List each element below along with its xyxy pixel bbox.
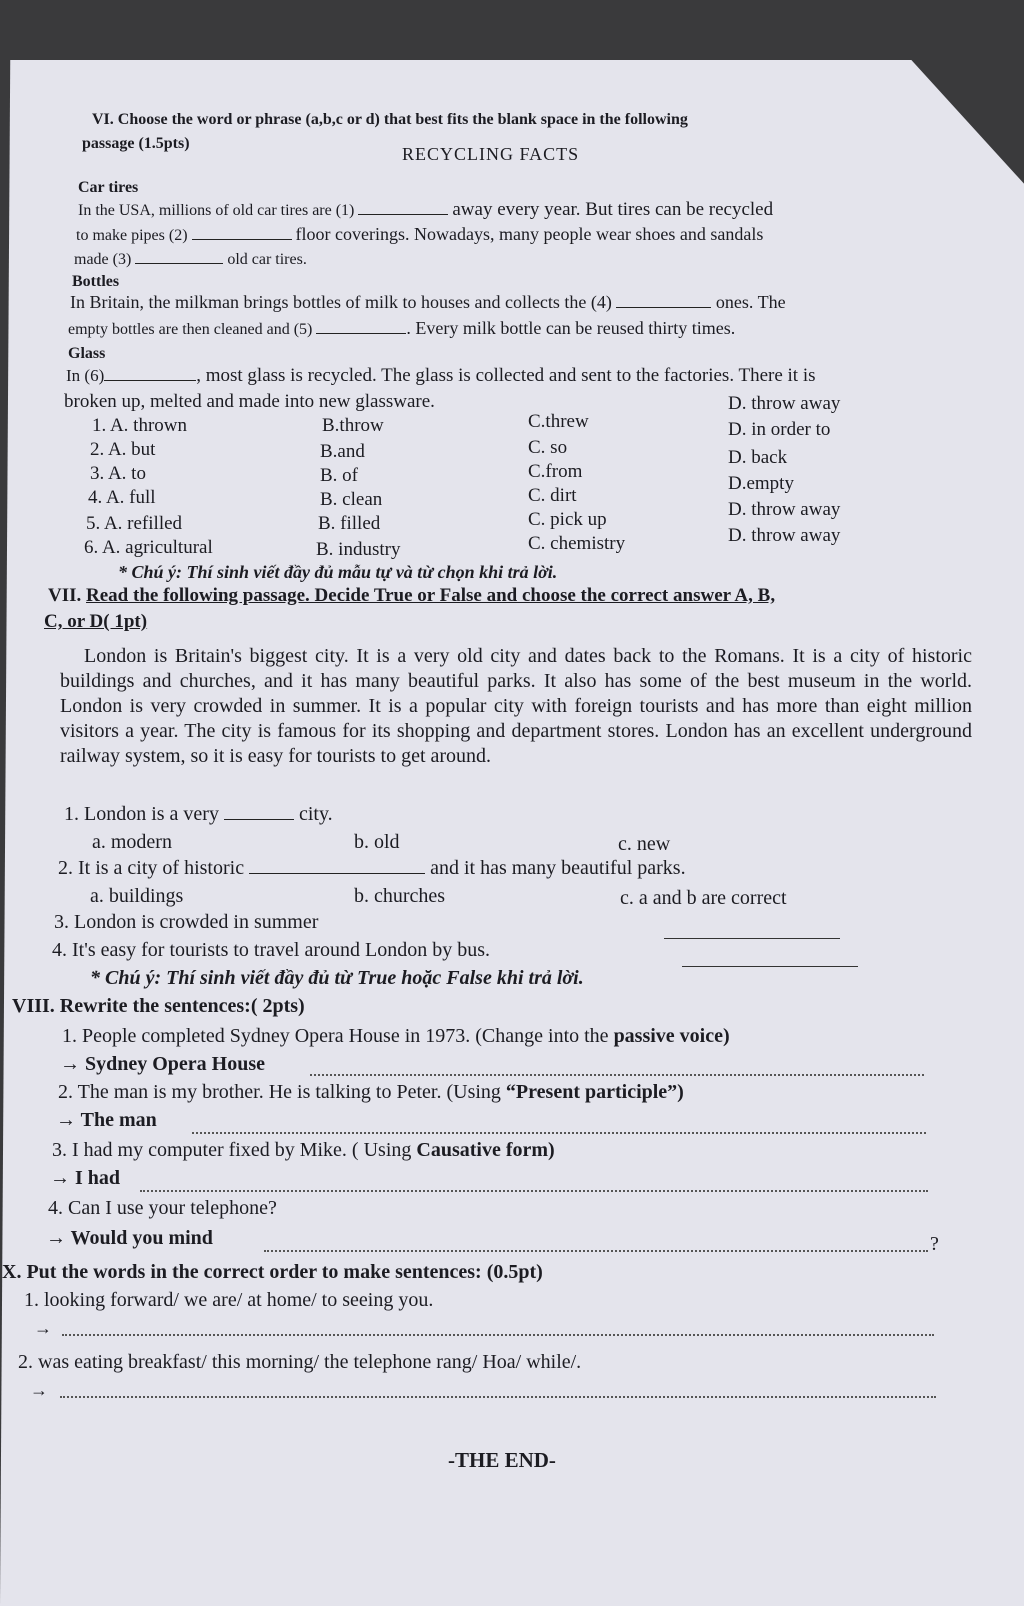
q8-1-answer-line[interactable] bbox=[310, 1074, 924, 1076]
bottles-line-2: empty bottles are then cleaned and (5) . Every milk bottle can be reused thirty times. bbox=[68, 318, 736, 338]
car-line-2: to make pipes (2) floor coverings. Nowadays, many people wear shoes and sandals bbox=[76, 224, 764, 244]
q8-3: 3. I had my computer fixed by Mike. ( Using Causative form) bbox=[52, 1139, 555, 1161]
option-2b: B.and bbox=[320, 441, 365, 462]
q7-2-opt-a: a. buildings bbox=[90, 885, 184, 907]
q8-4-answer-prefix: → Would you mind bbox=[46, 1227, 213, 1249]
q10-2-arrow: → bbox=[30, 1380, 48, 1400]
q7-3-answer-blank[interactable] bbox=[664, 938, 840, 939]
q7-4-answer-blank[interactable] bbox=[682, 966, 858, 967]
option-2c: C. so bbox=[528, 437, 568, 458]
q8-4-answer-line[interactable] bbox=[264, 1250, 928, 1252]
option-4d: D.empty bbox=[728, 473, 794, 494]
q7-1-opt-b: b. old bbox=[354, 831, 400, 853]
glass-line-2: broken up, melted and made into new glassware. bbox=[64, 391, 435, 412]
q8-4-question-mark: ? bbox=[930, 1233, 939, 1255]
option-3b: B. of bbox=[320, 465, 358, 486]
q7-1-opt-a: a. modern bbox=[92, 831, 172, 853]
q8-3-answer-prefix: → I had bbox=[50, 1167, 121, 1189]
q8-2-answer-line[interactable] bbox=[192, 1132, 926, 1134]
q10-2-answer-line[interactable] bbox=[60, 1396, 936, 1398]
q8-4: 4. Can I use your telephone? bbox=[48, 1197, 277, 1219]
option-3a: 3. A. to bbox=[90, 463, 146, 484]
option-1c: C.threw bbox=[528, 411, 589, 432]
q10-2: 2. was eating breakfast/ this morning/ the telephone rang/ Hoa/ while/. bbox=[18, 1351, 582, 1373]
section8-heading: VIII. Rewrite the sentences:( 2pts) bbox=[12, 995, 305, 1017]
option-6c: C. chemistry bbox=[528, 533, 626, 554]
section6-heading: VI. Choose the word or phrase (a,b,c or d) that best fits the blank space in the following bbox=[92, 111, 688, 128]
q7-4: 4. It's easy for tourists to travel around London by bus. bbox=[52, 939, 490, 961]
q7-1: 1. London is a very city. bbox=[64, 803, 333, 825]
car-line-3: made (3) old car tires. bbox=[74, 251, 307, 268]
q8-2-answer-prefix: → The man bbox=[56, 1109, 157, 1131]
option-4b: B. clean bbox=[320, 489, 383, 510]
q8-1: 1. People completed Sydney Opera House in 1973. (Change into the passive voice) bbox=[62, 1025, 730, 1047]
q8-3-answer-line[interactable] bbox=[140, 1190, 928, 1192]
section7-heading-cont: C, or D( 1pt) bbox=[44, 611, 148, 632]
section6-note: * Chú ý: Thí sinh viết đầy đủ mẫu tự và từ chọn khi trả lời. bbox=[118, 562, 558, 582]
option-5a: 5. A. refilled bbox=[86, 513, 183, 534]
section10-heading: X. Put the words in the correct order to make sentences: (0.5pt) bbox=[2, 1261, 543, 1283]
q7-2: 2. It is a city of historic and it has many beautiful parks. bbox=[58, 857, 686, 879]
q8-1-answer-prefix: → Sydney Opera House bbox=[60, 1053, 266, 1075]
option-6b: B. industry bbox=[316, 539, 401, 560]
car-line-1: In the USA, millions of old car tires are (1) away every year. But tires can be recycled bbox=[78, 199, 774, 220]
glass-line-1: In (6) , most glass is recycled. The glass is collected and sent to the factories. There it is bbox=[66, 365, 816, 386]
q7-2-opt-b: b. churches bbox=[354, 885, 446, 907]
option-2a: 2. A. but bbox=[90, 439, 156, 460]
q10-1: 1. looking forward/ we are/ at home/ to seeing you. bbox=[24, 1289, 434, 1311]
section7-note: * Chú ý: Thí sinh viết đầy đủ từ True hoặc False khi trả lời. bbox=[90, 967, 584, 989]
passage-title: RECYCLING FACTS bbox=[402, 144, 580, 164]
option-4c: C. dirt bbox=[528, 485, 577, 506]
section6-heading-cont: passage (1.5pts) bbox=[82, 135, 190, 152]
q7-3: 3. London is crowded in summer bbox=[54, 911, 319, 933]
option-6a: 6. A. agricultural bbox=[84, 537, 213, 558]
the-end: -THE END- bbox=[448, 1448, 556, 1472]
q8-2: 2. The man is my brother. He is talking to Peter. (Using “Present participle”) bbox=[58, 1081, 684, 1103]
glass-label: Glass bbox=[68, 345, 106, 362]
option-2d: D. in order to bbox=[728, 419, 831, 440]
option-1a: 1. A. thrown bbox=[92, 415, 187, 436]
q7-2-opt-c: c. a and b are correct bbox=[620, 887, 787, 909]
option-5c: C. pick up bbox=[528, 509, 607, 530]
option-4a: 4. A. full bbox=[88, 487, 156, 508]
section7-heading: VII. Read the following passage. Decide True or False and choose the correct answer A, B, bbox=[48, 585, 776, 606]
bottles-label: Bottles bbox=[72, 273, 120, 290]
option-5b: B. filled bbox=[318, 513, 381, 534]
q7-1-opt-c: c. new bbox=[618, 833, 671, 855]
option-1d: D. throw away bbox=[728, 393, 841, 414]
bottles-line-1: In Britain, the milkman brings bottles of milk to houses and collects the (4) ones. The bbox=[70, 292, 786, 312]
option-3c: C.from bbox=[528, 461, 583, 482]
q10-1-arrow: → bbox=[34, 1318, 52, 1338]
option-6d: D. throw away bbox=[728, 525, 841, 546]
car-tires-label: Car tires bbox=[78, 179, 139, 196]
option-5d: D. throw away bbox=[728, 499, 841, 520]
option-1b: B.throw bbox=[322, 415, 384, 436]
q10-1-answer-line[interactable] bbox=[62, 1334, 934, 1336]
london-passage: London is Britain's biggest city. It is a very old city and dates back to the Romans. It is a city of historic buildings and churches, and it has many beautiful parks. It also has some of the best museum in the world. London is very crowded in summer. It is a popular city with foreign tourists and has more than eight million visitors a year. The city is famous for its shopping and department stores. London has an excellent underground railway system, so it is easy for tourists to get around. bbox=[60, 645, 972, 767]
option-3d: D. back bbox=[728, 447, 788, 468]
